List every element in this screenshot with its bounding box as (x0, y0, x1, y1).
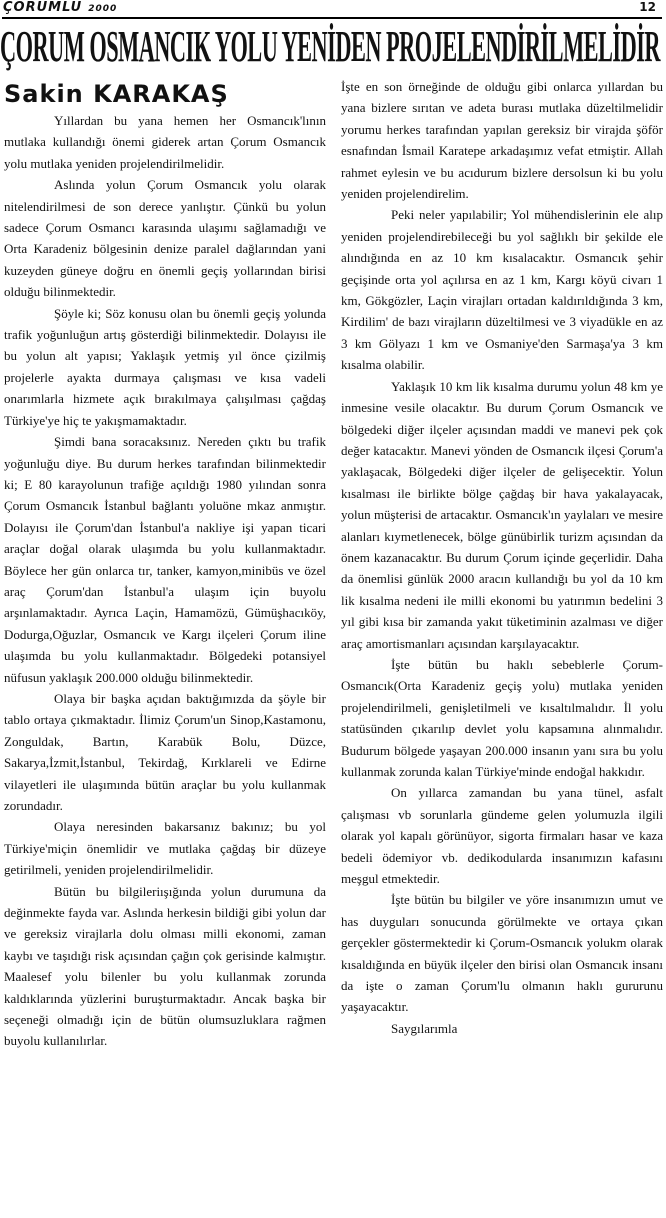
page-header (0, 0, 666, 20)
paragraph: Yaklaşık 10 km lik kısalma durumu yolun 48 km ye inmesine vesile olacaktır. Bu durum Çorum Osmancık ve bölgedeki diğer ilçeler açısından maddi ve manevi pek çok değer katacaktır. Manevi yönden de Osmancık ilçesi Çorum'a yaklaşacak, Bölgedeki diğer ilçeler de gelişecektir. Yolun kısalması ile birlikte bölge çağdaş bir hava yakalayacak, yolun müşterisi de artacaktır. Osmancık'ın yaylaları ve mesire alanları kıymetlenecek, bölge günübirlik turizm açısından da önem kazanacaktır. Bu durum Çorum içinde geçerlidir. Daha da önemlisi günlük 2000 aracın kullandığı bu yol da 10 km lik kısalma nedeni ile milli ekonomi bu yatırımın bedelini 3 yıl gibi kısa bir zamanda yakıt tüketiminin azalması ve diğer araç amortismanları açısından karşılayacaktır. (341, 378, 663, 651)
paragraph: Olaya neresinden bakarsanız bakınız; bu yol Türkiye'miçin önemlidir ve mutlaka çağdaş bir düzeye getirilmeli, yeniden projelendirilmelidir. (4, 819, 326, 878)
masthead-title: ÇORUMLU (3, 0, 83, 15)
headline (0, 20, 666, 74)
paragraph: İşte bütün bu bilgiler ve yöre insanımızın umut ve has duyguları sonucunda görülmekte ve ortaya çıkan gerçekler göstermektedir ki Çorum-Osmancık yolukm olarak kısaldığında en büyük ilçeler den birisi olan Osmancık insanı da işte o zaman Çorum'lu olmanın haklı gururunu yaşayacaktır. (341, 892, 663, 1015)
page-number: 12 (639, 0, 656, 14)
author-byline: Sakin KARAKAŞ (4, 80, 229, 108)
masthead-year: 2000 (88, 4, 118, 14)
masthead (3, 0, 117, 15)
paragraph: Yıllardan bu yana hemen her Osmancık'lının mutlaka kullandığı önemi giderek artan Çorum Osmancık yolu mutlaka yeniden projelendirilmelidir. (4, 113, 326, 171)
paragraph: Şimdi bana soracaksınız. Nereden çıktı bu trafik yoğunluğu diye. Bu durum herkes tarafından bilinmektedir ki; E 80 karayolunun trafiğe açıldığı 1980 yılından sonra Çorum Osmancık İstanbul bağlantı yoluöne mkaz anmıştır. Dolayısı ile Çorum'dan İstanbul'a nakliye işi yapan ticari araçlar doğal olarak ulaşımda bu yolu kullanmaktadır. Böylece her gün onlarca tır, tanker, kamyon,minibüs ve özel araç Çorum'dan İstanbul'a ulaşım için buyolu arşınlamaktadır. Ayrıca Laçin, Hamamözü, Gümüşhacıköy, Dodurga,Oğuzlar, Osmancık ve Kargı ilçeleri Çorum iline ulaşımda bu yolu kullanmaktadır. Bölgedeki potansiyel nüfusun yaklaşık 200.000 olduğu bilinmektedir. (4, 434, 326, 685)
right-column (341, 76, 663, 1039)
paragraph: On yıllarca zamandan bu yana tünel, asfalt çalışması vb sorunlarla gündeme gelen yolumuzla ilgili olarak yol kapalı görünüyor, sigorta firmaları hasar ve kaza bedeli ödemiyor vb. dedikodularda insanımızın kafasını meşgul etmektedir. (341, 785, 663, 887)
paragraph: Bütün bu bilgileriışığında yolun durumuna da değinmekte fayda var. Aslında herkesin bildiği gibi yolun dar ve gereksiz virajlarla dolu olması milli ekonomi, zaman kaybı ve taşıdığı risk açısından çağın çok gerisinde kalmıştır. Maalesef yolu bilenler bu yolu kullanmak zorunda kaldıklarında yüzlerini buruşturmaktadır. Ancak başka bir seçeneği olmadığı için de bütün olumsuzluklara rağmen buyolu kullanılırlar. (4, 883, 326, 1049)
paragraph: Peki neler yapılabilir; Yol mühendislerinin ele alıp yeniden projelendirebileceği bu yol sağlıklı bir şekilde ele alındığında en az 10 km kısalacaktır. Osmancık şehir geçişinde orta yol açılırsa en az 1 km, Kargı köyü civarı 1 km, Gökgözler, Laçin virajları ortadan kaldırıldığında 3 km, Kirdilim' de bazı virajların düzeltilmesi ve 3 viyadükle en az 3 km Gölyazı 1 km ve Osmaniye'den Sarmaşa'ya 3 km kısalma olabilir. (341, 207, 663, 373)
left-column (4, 110, 326, 1052)
paragraph: İşte en son örneğinde de olduğu gibi onlarca yıllardan bu yana bizlere sırıtan ve adeta burası mutlaka düzeltilmelidir yorumu herkes tarafından yapılan gereksiz bir virajda şöför esnafından İsmail Karatepe arkadaşımız vefat etmiştir. Allah rahmet eylesin ve bu acıdurum bizlere dersolsun ki bu yolu yeniden projelendirelim. (341, 79, 663, 202)
headline-text: ÇORUM OSMANCIK YOLU YENİDEN PROJELENDİRİLMELİDİR (0, 22, 660, 71)
header-rule (2, 17, 662, 19)
paragraph: Olaya bir başka açıdan baktığımızda da şöyle bir tablo ortaya çıkmaktadır. İlimiz Çorum'un Sinop,Kastamonu, Zonguldak, Bartın, Karabük Bolu, Düzce, Sakarya,İzmit,İstanbul, Tekirdağ, Kırklareli ve Edirne vilayetleri ile ulaşımında bütün araçlar bu yolu kullanmak zorundadır. (4, 690, 326, 813)
paragraph: İşte bütün bu haklı sebeblerle Çorum-Osmancık(Orta Karadeniz geçiş yolu) mutlaka yeniden projelendirilmeli, genişletilmeli ve kısaltılmalıdır. İl yolu statüsünden çıkarılıp devlet yolu kapsamına alınmalıdır. Budurum bölgede yaşayan 200.000 insanın yanı sıra bu yolu kullanmak zorunda kalan Türkiye'minde endoğal hakkıdır. (341, 656, 663, 779)
paragraph: Aslında yolun Çorum Osmancık yolu olarak nitelendirilmesi de son derece yanlıştır. Çünkü bu yolun sadece Çorum Osmancı karasında ulaşımı sağlamadığı ve Orta Karadeniz bölgesinin denize paralel dağlarından yani kuzeyden güneye doğru en önemli geçiş yollarından birisi olduğu bilinmektedir. (4, 177, 326, 300)
closing-salutation: Saygılarımla (391, 1020, 458, 1036)
paragraph: Şöyle ki; Söz konusu olan bu önemli geçiş yolunda trafik yoğunluğun artış gösterdiği bilinmektedir. Dolayısı ile bu yolun alt yapısı; Yaklaşık yetmiş yıl önce çizilmiş projelerle ayakta durmaya çalışması ve kısa vadeli onarımlarla hizmete açık bırakılmaya çalışılması çağdaş Türkiye'ye hiç te yakışmamaktadır. (4, 305, 326, 428)
